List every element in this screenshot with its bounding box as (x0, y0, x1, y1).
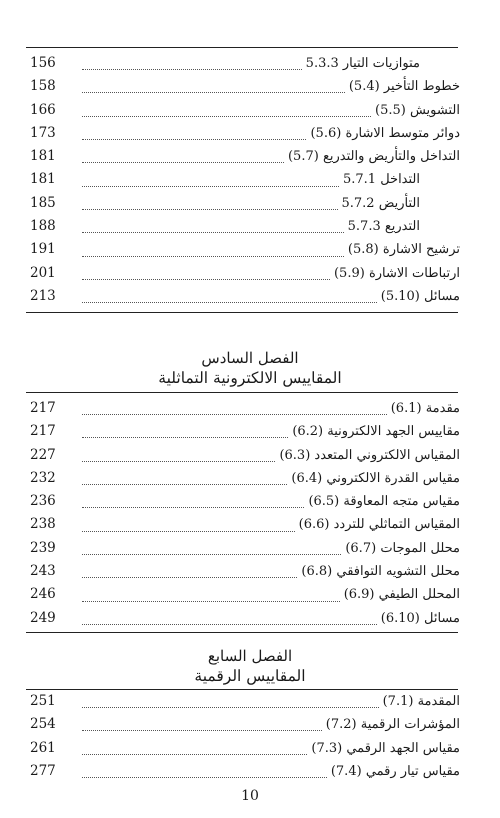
section-bottom-rule (26, 632, 458, 633)
section-bottom-rule (26, 312, 458, 313)
toc-section-label: المؤشرات الرقمية (360, 717, 460, 733)
toc-entry-text (326, 713, 460, 736)
dot-leader (82, 767, 327, 778)
toc-page-number: 156 (30, 55, 56, 71)
toc-section-label: مقياس الجهد الرقمي (346, 740, 460, 756)
toc-page-number: 254 (30, 716, 56, 733)
toc-section-label: المقياس الالكتروني المتعدد (314, 447, 460, 463)
chapter-7-subtitle: المقاييس الرقمية (194, 667, 306, 685)
toc-page-number: 246 (30, 586, 56, 603)
dot-leader (82, 567, 297, 578)
chapter-6-heading: الفصل السادس (201, 349, 299, 367)
toc-entry-text (310, 122, 460, 145)
toc-page-number: 188 (30, 218, 56, 235)
toc-section-number: (6.1) (390, 401, 422, 416)
toc-entry (30, 760, 460, 783)
toc-section-number: (5.10) (380, 288, 420, 304)
toc-entry-text (381, 607, 460, 630)
toc-entry-text (342, 192, 421, 215)
dot-leader (82, 720, 322, 731)
toc-page-number: 166 (30, 101, 56, 118)
toc-entry (30, 145, 460, 168)
toc-section-label: المقياس التماثلي للتردد (333, 517, 460, 533)
toc-entry (30, 52, 460, 75)
toc-section-number: 5.7.2 (341, 195, 375, 211)
toc-page-number: 213 (30, 287, 56, 304)
toc-entry (30, 490, 460, 513)
chapter-7-title (0, 646, 500, 686)
toc-entry-text (381, 285, 460, 308)
dot-leader (82, 744, 307, 755)
toc-section-label: المقدمة (417, 694, 460, 709)
section-top-rule (26, 392, 458, 393)
toc-section-label: مقياس متجه المعاوقة (343, 494, 460, 510)
dot-leader (82, 82, 345, 93)
toc-page-number: 181 (30, 171, 56, 188)
toc-section-number: (7.3) (311, 740, 343, 756)
toc-entry (30, 192, 460, 215)
dot-leader (82, 176, 339, 187)
dot-leader (82, 106, 371, 117)
toc-section-label: التأريض (378, 195, 420, 211)
toc-entry-text (345, 537, 460, 560)
dot-leader (82, 129, 306, 140)
toc-entry-text (383, 690, 460, 713)
toc-entry (30, 215, 460, 238)
dot-leader (82, 292, 377, 303)
toc-entry-text (348, 215, 420, 238)
toc-section-label: مقياس القدرة الالكتروني (326, 470, 460, 486)
toc-section-number: (6.6) (298, 517, 330, 533)
toc-section-label: خطوط التأخير (383, 79, 460, 95)
toc-section-number: (6.8) (301, 564, 333, 580)
toc-entry (30, 420, 460, 443)
toc-section-number: (6.5) (308, 494, 340, 510)
toc-section-label: مقدمة (425, 401, 460, 416)
toc-section-label: ارتباطات الاشارة (368, 265, 460, 281)
toc-entry-text (292, 420, 460, 443)
toc-section-number: (5.4) (348, 79, 380, 95)
toc-entry (30, 444, 460, 467)
toc-section-number: (7.1) (382, 694, 414, 709)
toc-section-number: 5.3.3 (305, 56, 339, 71)
toc-entry-text (375, 99, 460, 122)
dot-leader (82, 427, 288, 438)
dot-leader (82, 614, 377, 625)
toc-section-label: محلل التشويه التوافقي (336, 564, 460, 580)
toc-page-number: 261 (30, 739, 56, 756)
toc-entry-text (301, 560, 460, 583)
dot-leader (82, 59, 302, 70)
toc-section-number: (7.4) (330, 763, 362, 779)
toc-entry (30, 122, 460, 145)
toc-entry (30, 583, 460, 606)
toc-entry-text (343, 168, 420, 191)
toc-section-7 (30, 690, 460, 783)
toc-entry-text (391, 397, 460, 420)
toc-entry (30, 99, 460, 122)
toc-entry-text (299, 513, 460, 536)
dot-leader (82, 246, 344, 257)
toc-section-label: ترشيح الاشارة (382, 242, 460, 258)
toc-entry (30, 737, 460, 760)
chapter-7-heading: الفصل السابع (207, 647, 293, 665)
toc-section-label: متوازيات التيار (342, 56, 420, 71)
toc-section-label: محلل الموجات (380, 540, 460, 556)
toc-page-number: 217 (30, 423, 56, 440)
toc-section-number: (5.9) (333, 265, 365, 281)
toc-entry-text (311, 737, 460, 760)
chapter-6-subtitle: المقاييس الالكترونية التماثلية (158, 369, 342, 387)
toc-section-label: مقياس تيار رقمي (365, 763, 460, 779)
toc-page-number: 185 (30, 194, 56, 211)
toc-section-label: مسائل (424, 610, 460, 626)
toc-page-number: 277 (30, 762, 56, 779)
toc-page-number: 243 (30, 563, 56, 580)
dot-leader (82, 222, 344, 233)
toc-section-number: (6.10) (380, 610, 420, 626)
toc-section-number: (6.9) (343, 587, 375, 603)
toc-page-number: 227 (30, 446, 56, 463)
toc-page-number: 201 (30, 264, 56, 281)
toc-entry-text (306, 52, 420, 75)
dot-leader (82, 697, 379, 708)
toc-section-label: مقاييس الجهد الالكترونية (327, 424, 460, 440)
toc-section-5 (30, 52, 460, 308)
toc-entry-text (288, 145, 460, 168)
toc-entry (30, 285, 460, 308)
toc-page-number: 239 (30, 539, 56, 556)
dot-leader (82, 199, 338, 210)
toc-section-label: التدريع (384, 219, 420, 235)
toc-section-number: (6.4) (291, 470, 323, 486)
dot-leader (82, 474, 287, 485)
toc-entry (30, 467, 460, 490)
page-number: 10 (241, 788, 259, 804)
toc-section-label: التداخل (380, 172, 420, 188)
toc-entry (30, 262, 460, 285)
toc-section-number: (6.7) (345, 540, 377, 556)
toc-page-number: 238 (30, 516, 56, 533)
toc-entry-text (344, 583, 460, 606)
toc-entry-text (349, 75, 460, 98)
dot-leader (82, 269, 330, 280)
toc-section-number: (5.5) (375, 102, 406, 118)
dot-leader (82, 404, 387, 415)
toc-entry-text (291, 467, 460, 490)
dot-leader (82, 497, 304, 508)
toc-entry (30, 607, 460, 630)
toc-entry-text (308, 490, 460, 513)
toc-entry-text (334, 262, 460, 285)
toc-section-label: مسائل (424, 288, 460, 304)
toc-page-number: 158 (30, 78, 56, 95)
toc-page-number: 249 (30, 609, 56, 626)
toc-section-number: (6.2) (292, 424, 324, 440)
toc-section-label: التشويش (409, 102, 460, 118)
toc-entry-text (331, 760, 460, 783)
toc-section-number: 5.7.1 (342, 172, 377, 188)
toc-entry (30, 713, 460, 736)
toc-page-number: 236 (30, 493, 56, 510)
toc-section-number: (6.3) (279, 447, 311, 463)
toc-entry (30, 560, 460, 583)
toc-page-number: 232 (30, 469, 56, 486)
toc-entry (30, 690, 460, 713)
dot-leader (82, 591, 340, 602)
section-top-rule (26, 47, 458, 48)
toc-section-label: المحلل الطيفي (378, 587, 460, 603)
toc-section-label: التداخل والتأريض والتدريع (322, 149, 460, 165)
toc-page-number: 217 (30, 400, 56, 416)
toc-entry (30, 397, 460, 420)
toc-entry-text (348, 238, 460, 261)
toc-section-6 (30, 397, 460, 630)
toc-section-number: (5.6) (310, 125, 342, 141)
toc-section-number: (7.2) (325, 717, 357, 733)
dot-leader (82, 544, 341, 555)
toc-page-number: 191 (30, 241, 56, 258)
chapter-6-title (0, 348, 500, 388)
dot-leader (82, 451, 275, 462)
toc-page-number: 181 (30, 148, 56, 165)
dot-leader (82, 521, 295, 532)
toc-entry (30, 513, 460, 536)
toc-section-number: (5.7) (287, 149, 319, 165)
toc-entry (30, 168, 460, 191)
toc-entry (30, 537, 460, 560)
toc-page-number: 173 (30, 124, 56, 141)
toc-entry (30, 238, 460, 261)
toc-section-number: 5.7.3 (347, 219, 381, 235)
toc-entry-text (279, 444, 460, 467)
toc-section-number: (5.8) (347, 242, 379, 258)
toc-section-label: دوائر متوسط الاشارة (345, 125, 460, 141)
toc-entry (30, 75, 460, 98)
toc-page-number: 251 (30, 693, 56, 709)
dot-leader (82, 152, 284, 163)
